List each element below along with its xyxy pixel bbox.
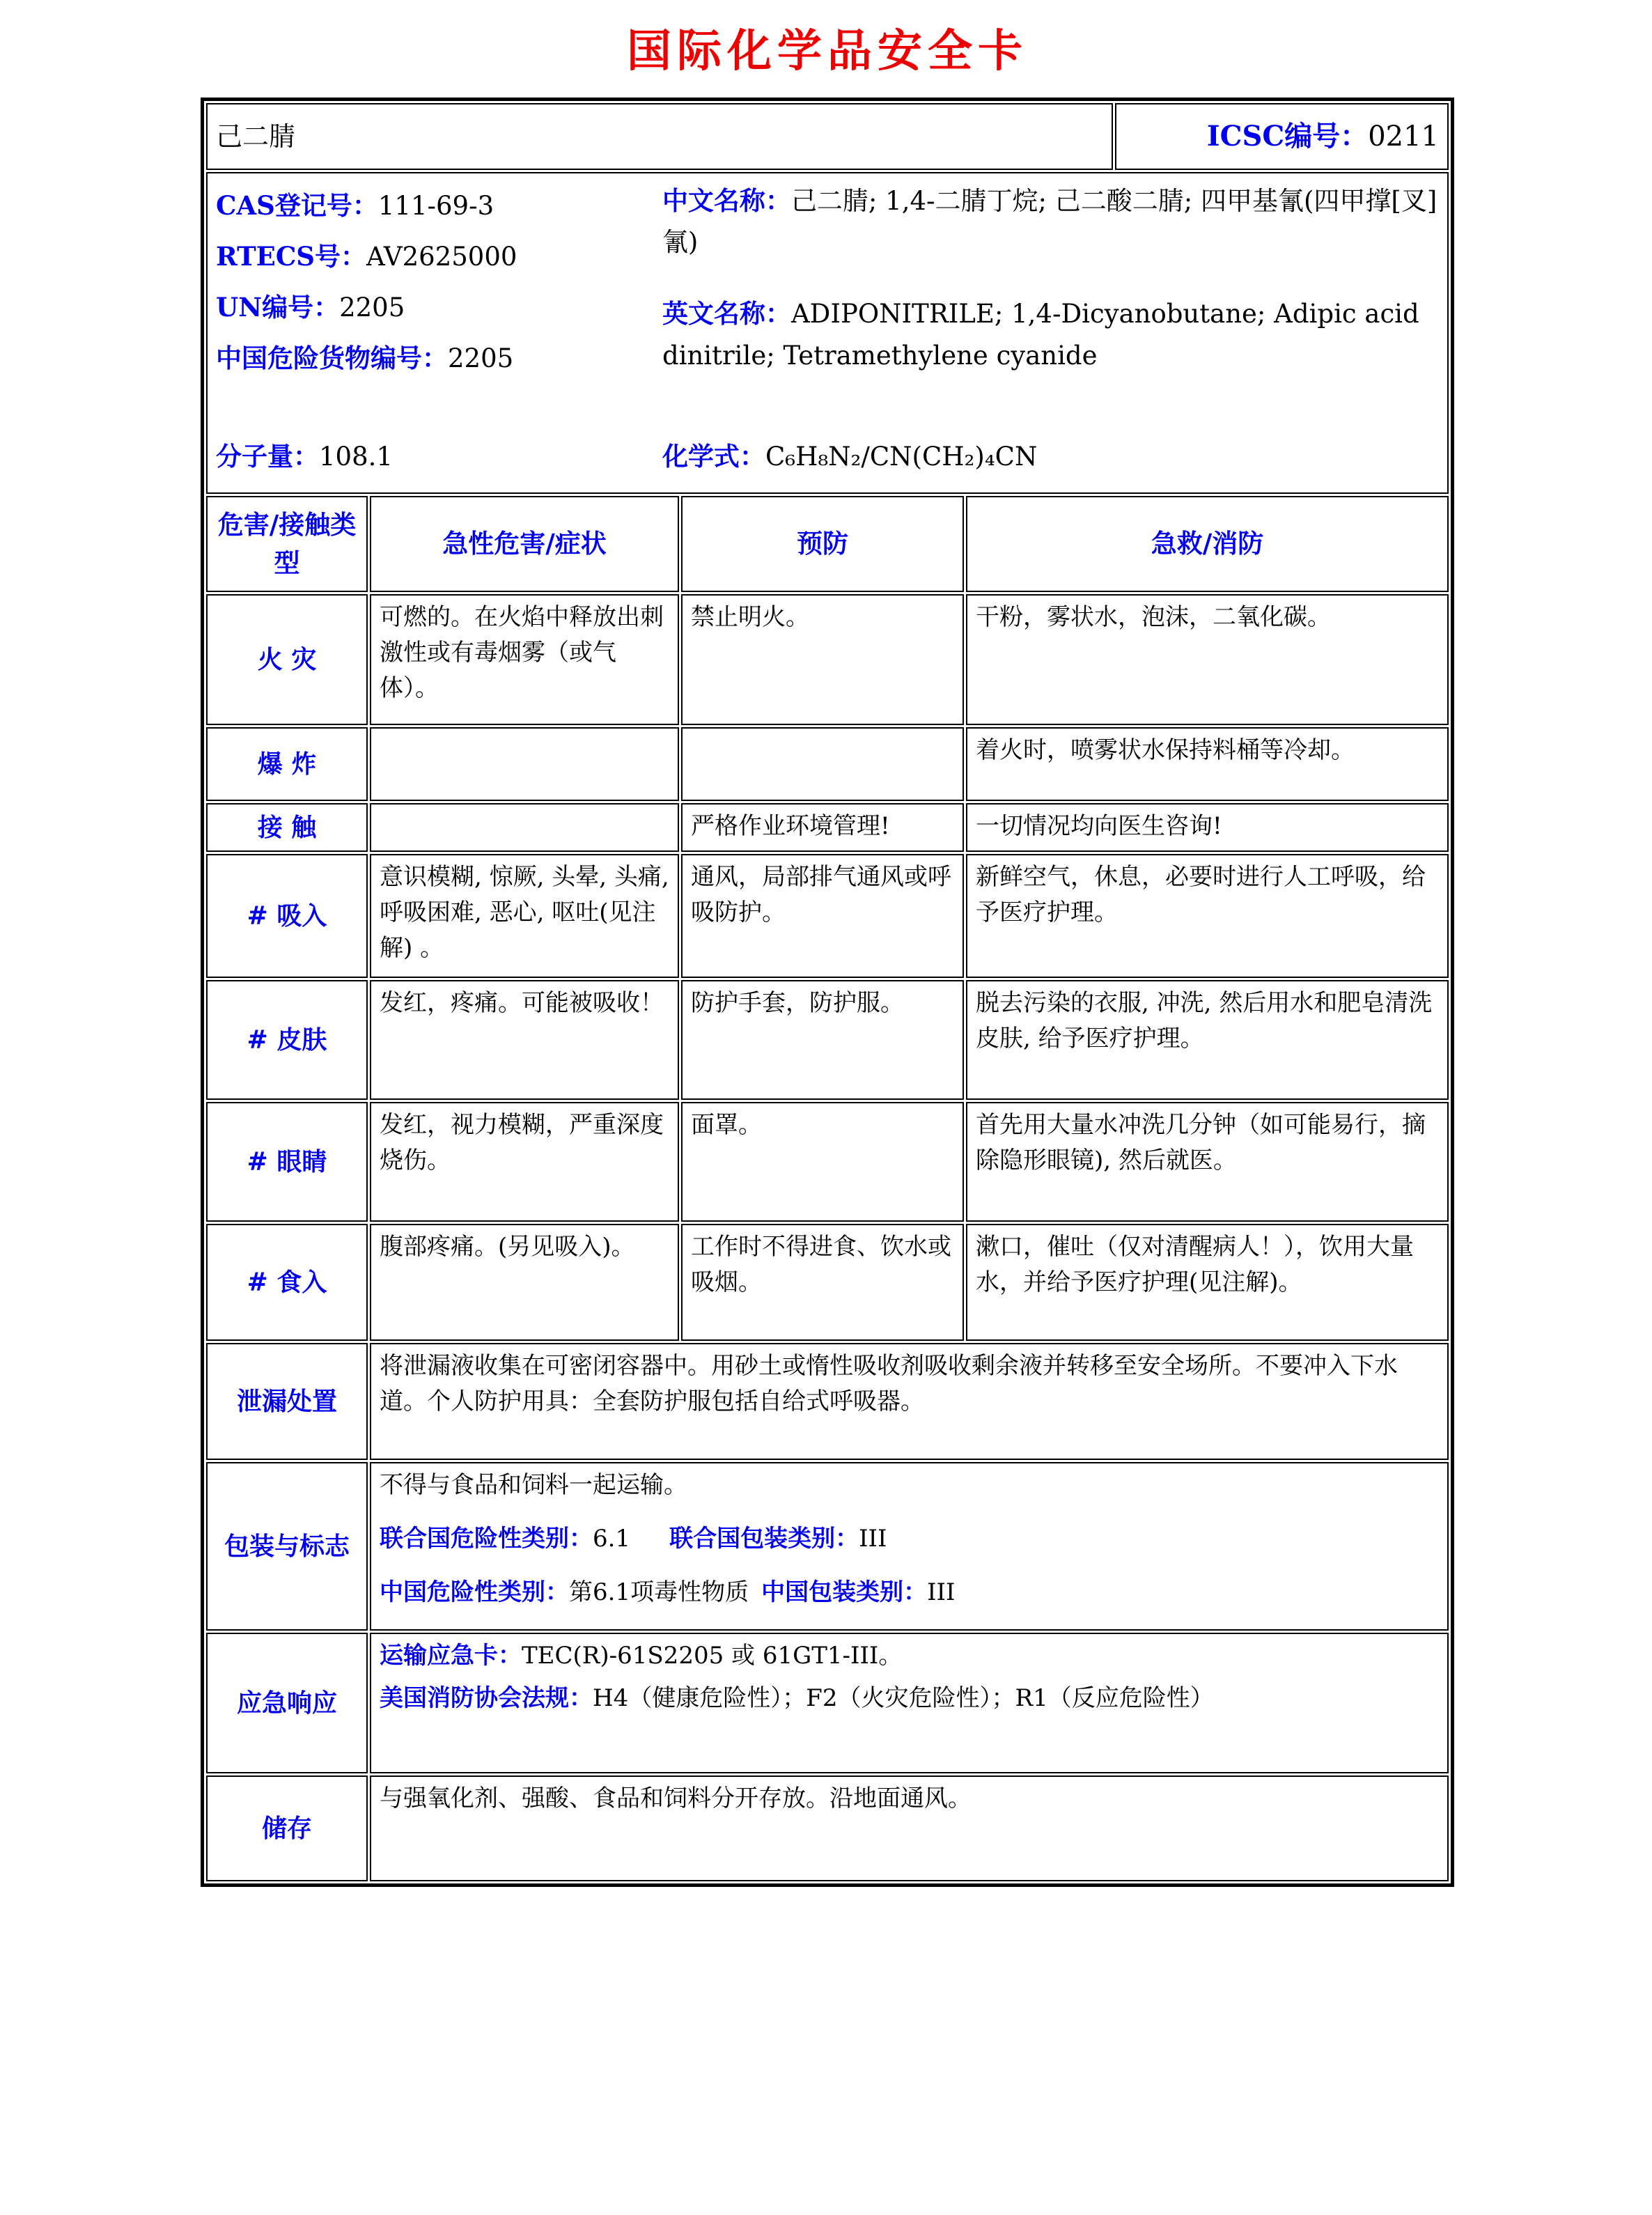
contact-symptoms	[370, 803, 679, 852]
explosion-response: 着火时，喷雾状水保持料桶等冷却。	[966, 727, 1449, 801]
hazard-label-inhalation: # 吸入	[206, 854, 368, 978]
molecular-weight-value: 108.1	[319, 441, 393, 472]
un-classification-line	[380, 1521, 1439, 1557]
page-title: 国际化学品安全卡	[627, 26, 1028, 77]
chemical-names	[662, 180, 1439, 384]
icsc-number-value: 0211	[1368, 121, 1439, 153]
cn-packing-group-label: 中国包装类别：	[761, 1578, 928, 1606]
hazard-row-contact	[206, 803, 1449, 852]
column-header-symptoms: 急性危害/症状	[370, 496, 679, 592]
inhalation-prevention: 通风，局部排气通风或呼吸防护。	[681, 854, 964, 978]
rtecs-value: AV2625000	[366, 242, 517, 272]
chinese-name-value: 己二腈; 1,4-二腈丁烷; 己二酸二腈; 四甲基氰(四甲撑[叉]氰)	[662, 186, 1437, 258]
contact-response: 一切情况均向医生咨询!	[966, 803, 1449, 852]
cn-dangerous-goods-line	[216, 333, 662, 384]
cn-packing-group-value: III	[927, 1578, 956, 1606]
english-name-line	[662, 293, 1439, 375]
cn-classification-line	[380, 1575, 1439, 1610]
spill-disposal-label: 泄漏处置	[206, 1343, 368, 1460]
substance-name: 己二腈	[216, 121, 296, 152]
packaging-labelling-row	[206, 1462, 1449, 1631]
storage-label: 储存	[206, 1775, 368, 1881]
rtecs-label: RTECS号：	[216, 241, 367, 272]
tec-label: 运输应急卡：	[380, 1642, 522, 1670]
hazard-row-skin	[206, 980, 1449, 1100]
tec-value: TEC(R)-61S2205 或 61GT1-III。	[522, 1642, 903, 1670]
molecular-weight-line	[216, 437, 662, 476]
explosion-prevention	[681, 727, 964, 801]
hazard-label-ingestion: # 食入	[206, 1224, 368, 1341]
spill-disposal-text: 将泄漏液收集在可密闭容器中。用砂土或惰性吸收剂吸收剩余液并转移至安全场所。不要冲入下水道。个人防护用具：全套防护服包括自给式呼吸器。	[370, 1343, 1449, 1460]
emergency-response-content	[370, 1633, 1449, 1773]
skin-prevention: 防护手套，防护服。	[681, 980, 964, 1100]
chinese-name-line	[662, 180, 1439, 263]
hazard-row-explosion	[206, 727, 1449, 801]
chemical-formula-value: C₆H₈N₂/CN(CH₂)₄CN	[765, 441, 1038, 472]
column-header-response: 急救/消防	[966, 496, 1449, 592]
identification-row	[206, 172, 1449, 494]
contact-prevention: 严格作业环境管理!	[681, 803, 964, 852]
nfpa-value: H4（健康危险性）；F2（火灾危险性）；R1（反应危险性）	[593, 1684, 1214, 1712]
hazard-label-explosion: 爆 炸	[206, 727, 368, 801]
english-name-label: 英文名称：	[662, 298, 791, 329]
cn-dg-label: 中国危险货物编号：	[216, 343, 448, 374]
english-name-value: ADIPONITRILE; 1,4-Dicyanobutane; Adipic acid dinitrile; Tetramethylene cyanide	[662, 299, 1419, 371]
emergency-response-label: 应急响应	[206, 1633, 368, 1773]
inhalation-symptoms: 意识模糊, 惊厥, 头晕, 头痛, 呼吸困难, 恶心, 呕吐(见注解) 。	[370, 854, 679, 978]
un-hazard-class-label: 联合国危险性类别：	[380, 1525, 593, 1553]
spill-disposal-row	[206, 1343, 1449, 1460]
chinese-name-label: 中文名称：	[662, 185, 791, 216]
ingestion-symptoms: 腹部疼痛。(另见吸入)。	[370, 1224, 679, 1341]
storage-text: 与强氧化剂、强酸、食品和饲料分开存放。沿地面通风。	[370, 1775, 1449, 1881]
fire-response: 干粉，雾状水，泡沫，二氧化碳。	[966, 594, 1449, 725]
un-packing-group-label: 联合国包装类别：	[669, 1525, 859, 1553]
storage-row	[206, 1775, 1449, 1881]
ingestion-prevention: 工作时不得进食、饮水或吸烟。	[681, 1224, 964, 1341]
molecular-weight-label: 分子量：	[216, 440, 319, 472]
cn-dg-value: 2205	[448, 343, 514, 374]
identification-top	[216, 180, 1439, 384]
chemical-formula-line	[662, 437, 1439, 476]
packaging-labelling-label: 包装与标志	[206, 1462, 368, 1631]
identification-cell	[206, 172, 1449, 494]
registry-numbers	[216, 180, 662, 384]
icsc-number-label: ICSC编号：	[1206, 120, 1369, 153]
hazard-row-inhalation	[206, 854, 1449, 978]
cas-label: CAS登记号：	[216, 190, 378, 221]
skin-symptoms: 发红，疼痛。可能被吸收！	[370, 980, 679, 1100]
substance-name-cell	[206, 103, 1113, 170]
hazard-label-fire: 火 灾	[206, 594, 368, 725]
cas-value: 111-69-3	[377, 191, 494, 221]
transport-emergency-card-line	[380, 1638, 1439, 1674]
cas-number-line	[216, 180, 662, 231]
substance-header-row	[206, 103, 1449, 170]
packaging-labelling-content	[370, 1462, 1449, 1631]
un-label: UN编号：	[216, 292, 340, 323]
column-header-prevention: 预防	[681, 496, 964, 592]
hazard-row-fire	[206, 594, 1449, 725]
un-value: 2205	[339, 293, 405, 323]
emergency-response-row	[206, 1633, 1449, 1773]
chemical-formula-label: 化学式：	[662, 440, 765, 472]
icsc-number-cell	[1115, 103, 1449, 170]
eyes-symptoms: 发红，视力模糊，严重深度烧伤。	[370, 1102, 679, 1222]
cn-hazard-class-value: 第6.1项毒性物质	[569, 1578, 749, 1606]
eyes-response: 首先用大量水冲洗几分钟（如可能易行，摘除隐形眼镜), 然后就医。	[966, 1102, 1449, 1222]
nfpa-code-line	[380, 1681, 1439, 1716]
safety-card	[201, 98, 1454, 1887]
eyes-prevention: 面罩。	[681, 1102, 964, 1222]
nfpa-label: 美国消防协会法规：	[380, 1684, 593, 1712]
hazard-label-skin: # 皮肤	[206, 980, 368, 1100]
un-packing-group-value: III	[859, 1525, 887, 1553]
fire-prevention: 禁止明火。	[681, 594, 964, 725]
un-hazard-class-value: 6.1	[593, 1525, 631, 1553]
hazard-label-contact: 接 触	[206, 803, 368, 852]
identification-bottom	[216, 437, 1439, 482]
packaging-transport-note: 不得与食品和饲料一起运输。	[380, 1471, 687, 1499]
cn-hazard-class-label: 中国危险性类别：	[380, 1578, 569, 1606]
hazard-row-eyes	[206, 1102, 1449, 1222]
column-header-type: 危害/接触类型	[206, 496, 368, 592]
ingestion-response: 漱口，催吐（仅对清醒病人！），饮用大量水，并给予医疗护理(见注解)。	[966, 1224, 1449, 1341]
hazard-label-eyes: # 眼睛	[206, 1102, 368, 1222]
rtecs-number-line	[216, 231, 662, 282]
un-number-line	[216, 282, 662, 333]
hazard-row-ingestion	[206, 1224, 1449, 1341]
explosion-symptoms	[370, 727, 679, 801]
skin-response: 脱去污染的衣服, 冲洗, 然后用水和肥皂清洗皮肤, 给予医疗护理。	[966, 980, 1449, 1100]
inhalation-response: 新鲜空气，休息，必要时进行人工呼吸，给予医疗护理。	[966, 854, 1449, 978]
hazard-table-header-row	[206, 496, 1449, 592]
fire-symptoms: 可燃的。在火焰中释放出刺激性或有毒烟雾（或气体）。	[370, 594, 679, 725]
